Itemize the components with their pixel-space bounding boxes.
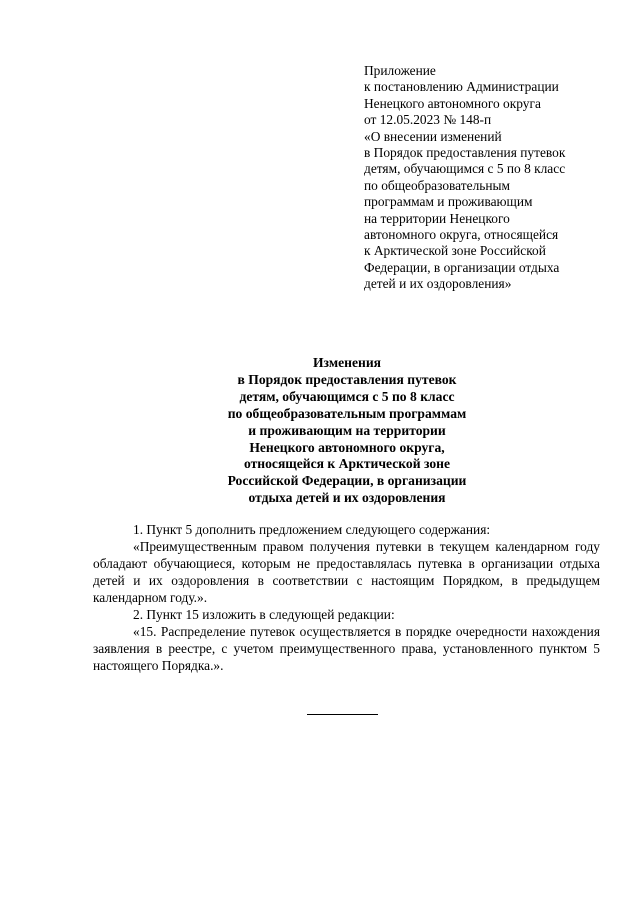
body-paragraph: 2. Пункт 15 изложить в следующей редакции: — [133, 607, 395, 622]
appendix-line: «О внесении изменений — [364, 128, 502, 144]
appendix-header — [364, 63, 624, 293]
body-paragraph: 1. Пункт 5 дополнить предложением следующего содержания: — [133, 522, 491, 537]
appendix-line: автономного округа, относящейся — [364, 227, 559, 243]
title-line: Ненецкого автономного округа, — [249, 439, 445, 455]
appendix-line: Федерации, в организации отдыха — [364, 259, 560, 275]
document-body — [93, 521, 600, 674]
end-divider — [307, 714, 378, 715]
appendix-line: к Арктической зоне Российской — [364, 243, 546, 259]
appendix-line: от 12.05.2023 № 148-п — [364, 112, 492, 128]
appendix-line: детям, обучающимся с 5 по 8 класс — [364, 161, 566, 177]
title-line: Изменения — [312, 355, 382, 370]
appendix-line: программам и проживающим — [364, 194, 533, 210]
document-title — [90, 355, 604, 507]
body-paragraph: «15. Распределение путевок осуществляется в порядке очередности нахождения заявления в реестре, с учетом преимущественного права, установленного пунктом 5 настоящего Порядка.». — [93, 624, 600, 673]
appendix-line: в Порядок предоставления путевок — [364, 145, 566, 161]
title-line: по общеобразовательным программам — [227, 405, 467, 421]
title-line: относящейся к Арктической зоне — [243, 456, 451, 472]
appendix-line: Ненецкого автономного округа — [364, 95, 541, 111]
title-line: и проживающим на территории — [248, 422, 446, 438]
body-paragraph: «Преимущественным правом получения путевки в текущем календарном году обладают обучающиеся, которым не предоставлялась путевка в организации отдыха детей и их оздоровления в соответствии с настоящим Порядком, в предыдущем календарном году.». — [93, 539, 600, 605]
appendix-line: на территории Ненецкого — [364, 210, 510, 226]
title-line: Российской Федерации, в организации — [227, 473, 467, 489]
appendix-line: детей и их оздоровления» — [364, 276, 512, 292]
title-line: в Порядок предоставления путевок — [237, 371, 457, 387]
appendix-line: Приложение — [364, 63, 436, 78]
title-line: детям, обучающимся с 5 по 8 класс — [239, 388, 455, 404]
appendix-line: к постановлению Администрации — [364, 79, 559, 95]
title-line: отдыха детей и их оздоровления — [248, 490, 446, 506]
appendix-line: по общеобразовательным — [364, 177, 510, 193]
